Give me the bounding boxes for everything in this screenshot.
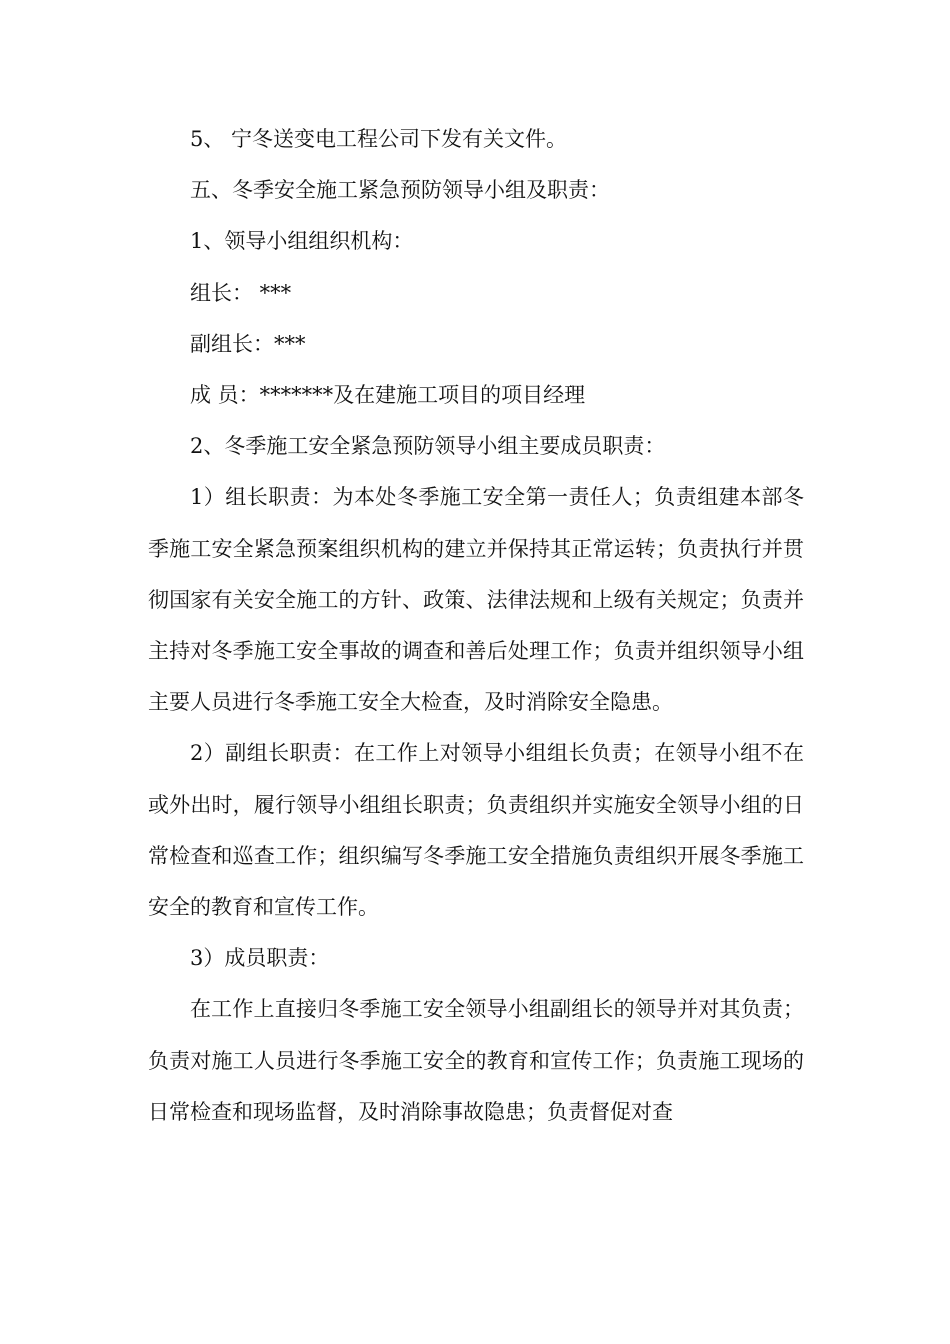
- section-heading-five: 五、冬季安全施工紧急预防领导小组及职责：: [190, 178, 610, 203]
- group-leader-line: 组长： ***: [190, 280, 292, 305]
- deputy-leader-line: 副组长：***: [190, 331, 306, 356]
- paragraph-item-5: 5、 宁冬送变电工程公司下发有关文件。: [190, 127, 568, 151]
- member-duties-heading: 3）成员职责：: [190, 946, 330, 971]
- leader-duties-paragraph: 1）组长职责：为本处冬季施工安全第一责任人；负责组建本部冬季施工安全紧急预案组织机构的建立并保持其正常运转；负责执行并贯彻国家有关安全施工的方针、政策、法律法规和上级有关规定；负责并主持对冬季施工安全事故的调查和善后处理工作；负责并组织领导小组主要人员进行冬季施工安全大检查，及时消除安全隐患。: [148, 485, 804, 715]
- deputy-duties-paragraph: 2）副组长职责：在工作上对领导小组组长负责；在领导小组不在或外出时，履行领导小组组长职责；负责组织并实施安全领导小组的日常检查和巡查工作；组织编写冬季施工安全措施负责组织开展冬季施工安全的教育和宣传工作。: [148, 741, 804, 920]
- subheading-duties: 2、冬季施工安全紧急预防领导小组主要成员职责：: [190, 434, 666, 459]
- document-body: [148, 114, 804, 1138]
- member-duties-paragraph: 在工作上直接归冬季施工安全领导小组副组长的领导并对其负责；负责对施工人员进行冬季施工安全的教育和宣传工作；负责施工现场的日常检查和现场监督，及时消除事故隐患；负责督促对查: [148, 997, 804, 1124]
- members-line: 成 员：*******及在建施工项目的项目经理: [190, 383, 586, 408]
- subheading-organization: 1、领导小组组织机构：: [190, 229, 414, 254]
